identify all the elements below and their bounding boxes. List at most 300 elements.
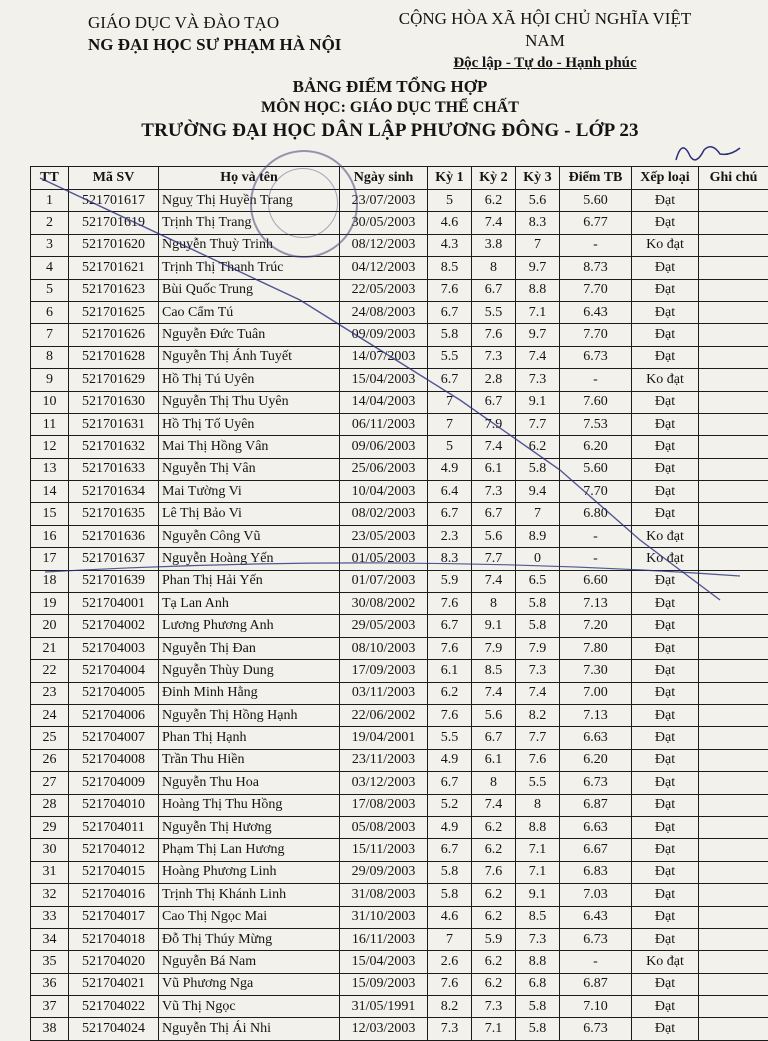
signature [676,147,740,160]
table-cell [699,660,768,682]
column-header: Họ và tên [159,167,340,190]
table-cell [699,346,768,368]
table-cell: 521704020 [69,951,159,973]
table-cell: 7.6 [428,704,472,726]
table-cell: 521701630 [69,391,159,413]
table-cell: 21 [31,637,69,659]
table-cell: Trịnh Thị Khánh Linh [159,884,340,906]
table-cell: 7 [428,391,472,413]
ministry-name: GIÁO DỤC VÀ ĐÀO TẠO [88,12,388,34]
table-cell: 521701632 [69,436,159,458]
table-cell: Mai Tường Vi [159,481,340,503]
header-left [88,12,388,56]
table-cell: 16/11/2003 [340,928,428,950]
table-row [31,391,768,413]
table-cell: Đạt [632,301,699,323]
table-cell: 7.1 [516,301,560,323]
table-row [31,884,768,906]
table-cell: 521704010 [69,794,159,816]
table-cell [699,234,768,256]
table-cell: 27 [31,772,69,794]
table-cell: Nguyễn Thị Ánh Tuyết [159,346,340,368]
table-cell [699,996,768,1018]
university-name: NG ĐẠI HỌC SƯ PHẠM HÀ NỘI [88,34,388,56]
table-cell: Đạt [632,324,699,346]
table-cell: 9 [31,369,69,391]
table-cell: Nguyễn Công Vũ [159,525,340,547]
table-cell: Đạt [632,1018,699,1040]
table-cell: 14/07/2003 [340,346,428,368]
table-cell [699,481,768,503]
table-row [31,906,768,928]
table-cell: 521704022 [69,996,159,1018]
table-body [31,190,768,1041]
table-cell: 7.7 [472,548,516,570]
table-cell: Đạt [632,637,699,659]
table-cell [699,212,768,234]
table-cell: 7.13 [560,704,632,726]
table-cell: 35 [31,951,69,973]
table-cell: 3.8 [472,234,516,256]
table-cell: Đạt [632,704,699,726]
table-cell: 29/09/2003 [340,861,428,883]
table-cell: Nguyễn Bá Nam [159,951,340,973]
table-cell: Đỗ Thị Thúy Mừng [159,928,340,950]
table-cell: 15/04/2003 [340,369,428,391]
table-cell: 6.7 [428,615,472,637]
table-cell: Ko đạt [632,525,699,547]
table-cell: Cao Cẩm Tú [159,301,340,323]
table-cell: Vũ Phương Nga [159,973,340,995]
table-cell: 22 [31,660,69,682]
table-cell: Đạt [632,391,699,413]
table-cell: - [560,234,632,256]
table-cell: 521704002 [69,615,159,637]
table-cell: 11 [31,413,69,435]
table-cell: 5 [428,190,472,212]
table-cell: Cao Thị Ngọc Mai [159,906,340,928]
table-cell: Đạt [632,570,699,592]
table-cell [699,525,768,547]
subject-title: MÔN HỌC: GIÁO DỤC THỂ CHẤT [110,98,670,118]
table-cell: 7.9 [472,413,516,435]
table-cell: 13 [31,458,69,480]
table-cell: 4.6 [428,212,472,234]
table-cell: 7.1 [472,1018,516,1040]
table-row [31,973,768,995]
column-header: Kỳ 1 [428,167,472,190]
table-cell: 17 [31,548,69,570]
table-cell: 6.73 [560,772,632,794]
table-cell: 5.5 [428,727,472,749]
table-cell: 15 [31,503,69,525]
table-cell: 18 [31,570,69,592]
table-cell: 6.87 [560,794,632,816]
table-cell: 2 [31,212,69,234]
table-cell: 22/06/2002 [340,704,428,726]
table-cell: 7.1 [516,839,560,861]
table-cell: Nguyễn Thị Vân [159,458,340,480]
table-cell: Phan Thị Hải Yến [159,570,340,592]
table-cell: 6.2 [472,190,516,212]
table-cell: 6.1 [428,660,472,682]
table-cell [699,637,768,659]
table-cell: 31/10/2003 [340,906,428,928]
table-row [31,458,768,480]
table-cell: 521701631 [69,413,159,435]
table-row [31,615,768,637]
table-cell: Trịnh Thị Thanh Trúc [159,257,340,279]
table-cell: Đạt [632,257,699,279]
table-cell: 6.7 [428,369,472,391]
table-row [31,503,768,525]
table-cell: 6.73 [560,1018,632,1040]
table-cell: 25 [31,727,69,749]
table-cell: Hồ Thị Tú Uyên [159,369,340,391]
table-cell [699,413,768,435]
table-row [31,413,768,435]
table-cell [699,324,768,346]
table-cell: 08/10/2003 [340,637,428,659]
table-cell: 2.6 [428,951,472,973]
table-cell: 09/06/2003 [340,436,428,458]
table-cell: 08/12/2003 [340,234,428,256]
table-cell: 7.3 [516,369,560,391]
table-cell: 5.8 [516,593,560,615]
table-cell: - [560,548,632,570]
table-row [31,279,768,301]
table-cell: Nguyễn Thuỳ Trinh [159,234,340,256]
table-cell: 521701626 [69,324,159,346]
table-cell: 7.6 [428,593,472,615]
table-cell: Đạt [632,884,699,906]
table-cell: 5.6 [472,704,516,726]
table-cell: - [560,369,632,391]
table-cell: Đạt [632,906,699,928]
table-cell: 29/05/2003 [340,615,428,637]
table-cell: 521701620 [69,234,159,256]
table-cell: 30/05/2003 [340,212,428,234]
table-cell: 521701635 [69,503,159,525]
column-header: Kỳ 2 [472,167,516,190]
table-cell: 6.4 [428,481,472,503]
table-row [31,861,768,883]
table-cell: 7.4 [516,682,560,704]
table-cell: 6.7 [428,839,472,861]
column-header: Xếp loại [632,167,699,190]
table-cell: 6.80 [560,503,632,525]
table-cell: 16 [31,525,69,547]
table-cell: 521704005 [69,682,159,704]
table-cell: Đinh Minh Hằng [159,682,340,704]
table-cell: 15/09/2003 [340,973,428,995]
table-cell [699,369,768,391]
table-cell: 8 [31,346,69,368]
table-cell [699,816,768,838]
table-cell: 30 [31,839,69,861]
table-cell: 08/02/2003 [340,503,428,525]
table-cell: 25/06/2003 [340,458,428,480]
table-cell: 6.77 [560,212,632,234]
table-cell: 7.1 [516,861,560,883]
table-cell: 6.5 [516,570,560,592]
table-cell: 521704004 [69,660,159,682]
table-cell [699,727,768,749]
table-cell: 6.87 [560,973,632,995]
table-cell: 7.3 [516,928,560,950]
table-cell: 23/05/2003 [340,525,428,547]
table-cell: 7.70 [560,279,632,301]
table-cell: 521704015 [69,861,159,883]
table-cell: Hoàng Thị Thu Hồng [159,794,340,816]
table-cell: 5.6 [472,525,516,547]
table-cell: 03/11/2003 [340,682,428,704]
table-cell: 521704018 [69,928,159,950]
table-cell: 6.1 [472,749,516,771]
table-cell: 8.5 [516,906,560,928]
table-cell: 7.03 [560,884,632,906]
table-cell: Phạm Thị Lan Hương [159,839,340,861]
table-cell: Đạt [632,593,699,615]
table-cell: 8.8 [516,816,560,838]
table-cell: 521704012 [69,839,159,861]
table-cell: 521701617 [69,190,159,212]
table-header-row [31,167,768,190]
table-cell: 20 [31,615,69,637]
table-cell: 0 [516,548,560,570]
table-cell: Đạt [632,973,699,995]
table-cell: 521701625 [69,301,159,323]
table-cell: 521701619 [69,212,159,234]
table-cell: 7.70 [560,324,632,346]
table-cell: 7.13 [560,593,632,615]
table-cell [699,973,768,995]
table-cell: 8.2 [516,704,560,726]
table-row [31,816,768,838]
table-cell: 8 [472,593,516,615]
table-cell: Nguyễn Hoàng Yến [159,548,340,570]
table-cell: - [560,951,632,973]
table-cell: Ko đạt [632,234,699,256]
table-cell: 5.8 [516,615,560,637]
table-cell: 3 [31,234,69,256]
table-cell: 521704008 [69,749,159,771]
table-cell: 7 [516,234,560,256]
table-cell: Đạt [632,816,699,838]
table-cell: Đạt [632,928,699,950]
table-cell: Đạt [632,996,699,1018]
table-cell: 32 [31,884,69,906]
table-row [31,637,768,659]
table-cell: Hoàng Phương Linh [159,861,340,883]
column-header: Ghi chú [699,167,768,190]
table-cell: 521704003 [69,637,159,659]
table-cell: Đạt [632,660,699,682]
table-cell: 7.7 [516,727,560,749]
table-cell: 7.70 [560,481,632,503]
table-cell: 05/08/2003 [340,816,428,838]
table-row [31,346,768,368]
table-cell: Lê Thị Bảo Vi [159,503,340,525]
table-cell: 7.6 [516,749,560,771]
table-cell: 09/09/2003 [340,324,428,346]
table-cell [699,749,768,771]
table-cell: Đạt [632,861,699,883]
grade-table [30,166,768,1041]
table-row [31,772,768,794]
table-cell: 6.8 [516,973,560,995]
table-cell [699,928,768,950]
national-motto: Độc lập - Tự do - Hạnh phúc [380,52,710,74]
table-cell: Đạt [632,727,699,749]
table-cell: Đạt [632,682,699,704]
table-cell: 7.00 [560,682,632,704]
table-cell: Đạt [632,212,699,234]
table-cell: 17/08/2003 [340,794,428,816]
table-cell: 5 [31,279,69,301]
table-cell: 521704006 [69,704,159,726]
table-cell: Nguyễn Thùy Dung [159,660,340,682]
table-row [31,190,768,212]
table-cell: Nguyễn Thị Thu Uyên [159,391,340,413]
table-cell: 7.80 [560,637,632,659]
table-row [31,301,768,323]
table-row [31,436,768,458]
table-cell: 01/05/2003 [340,548,428,570]
table-cell: 521701636 [69,525,159,547]
table-cell: Đạt [632,458,699,480]
table-cell: 8.73 [560,257,632,279]
table-cell: 5.60 [560,458,632,480]
table-cell: 5.8 [428,324,472,346]
table-cell: 521701637 [69,548,159,570]
table-cell: 521701634 [69,481,159,503]
table-cell: 521701628 [69,346,159,368]
table-cell: 6 [31,301,69,323]
table-cell: 6.73 [560,346,632,368]
table-row [31,794,768,816]
table-cell: 15/04/2003 [340,951,428,973]
table-cell: Mai Thị Hồng Vân [159,436,340,458]
table-cell: 8.5 [472,660,516,682]
table-row [31,660,768,682]
table-cell: 7.3 [472,481,516,503]
table-cell: 6.7 [472,279,516,301]
table-cell: Đạt [632,413,699,435]
table-cell: 34 [31,928,69,950]
table-cell: 5.8 [428,861,472,883]
table-cell: 5.8 [516,996,560,1018]
table-cell [699,458,768,480]
table-cell: 7.6 [472,324,516,346]
table-cell: 8.5 [428,257,472,279]
class-title: TRƯỜNG ĐẠI HỌC DÂN LẬP PHƯƠNG ĐÔNG - LỚP 23 [110,118,670,144]
table-cell: 24/08/2003 [340,301,428,323]
table-row [31,682,768,704]
table-cell: 12 [31,436,69,458]
table-cell: 06/11/2003 [340,413,428,435]
table-cell: 17/09/2003 [340,660,428,682]
table-row [31,727,768,749]
table-cell: 6.7 [472,503,516,525]
table-cell: 6.63 [560,727,632,749]
table-cell: 521704021 [69,973,159,995]
table-cell: 01/07/2003 [340,570,428,592]
table-cell: 4 [31,257,69,279]
table-row [31,704,768,726]
table-cell: 6.2 [428,682,472,704]
table-cell [699,906,768,928]
table-cell: 8 [516,794,560,816]
table-cell [699,257,768,279]
table-row [31,593,768,615]
document-title: BẢNG ĐIỂM TỔNG HỢP [110,76,670,98]
table-cell: 8 [472,772,516,794]
table-cell: Ko đạt [632,369,699,391]
table-cell [699,615,768,637]
table-cell: Vũ Thị Ngọc [159,996,340,1018]
table-cell: Ko đạt [632,548,699,570]
table-cell: Đạt [632,436,699,458]
table-cell: 6.7 [472,727,516,749]
table-row [31,257,768,279]
table-cell: 4.9 [428,816,472,838]
table-cell: 7 [428,413,472,435]
table-cell: 8.8 [516,279,560,301]
table-cell: 6.2 [472,839,516,861]
table-cell: 7.4 [472,682,516,704]
table-cell: 7.9 [472,637,516,659]
table-cell: Trịnh Thị Trang [159,212,340,234]
table-cell: 14 [31,481,69,503]
table-cell [699,548,768,570]
table-cell: 6.7 [428,301,472,323]
table-cell: 6.20 [560,436,632,458]
table-cell: 521704024 [69,1018,159,1040]
table-cell: 521701629 [69,369,159,391]
table-row [31,212,768,234]
column-header: Kỳ 3 [516,167,560,190]
table-cell: Nguyễn Thị Ái Nhi [159,1018,340,1040]
table-cell: 6.7 [472,391,516,413]
table-cell: 6.7 [428,503,472,525]
table-cell [699,884,768,906]
table-cell: 5.60 [560,190,632,212]
table-cell: 6.20 [560,749,632,771]
table-cell: 7.53 [560,413,632,435]
table-cell: 5.5 [516,772,560,794]
table-cell: Nguyễn Thu Hoa [159,772,340,794]
table-cell [699,951,768,973]
table-cell: Lương Phương Anh [159,615,340,637]
table-row [31,839,768,861]
table-row [31,548,768,570]
table-cell: 7 [31,324,69,346]
table-cell: 31 [31,861,69,883]
table-cell: 28 [31,794,69,816]
table-cell: 7.30 [560,660,632,682]
table-cell: Nguyễn Đức Tuân [159,324,340,346]
table-cell: Nguyễn Thị Hồng Hạnh [159,704,340,726]
table-cell: 5.8 [428,884,472,906]
table-cell: 5.6 [516,190,560,212]
table-cell: 6.7 [428,772,472,794]
table-cell: 31/05/1991 [340,996,428,1018]
header-right [380,8,710,74]
table-cell: Đạt [632,615,699,637]
table-cell: 10/04/2003 [340,481,428,503]
table-cell: Đạt [632,749,699,771]
